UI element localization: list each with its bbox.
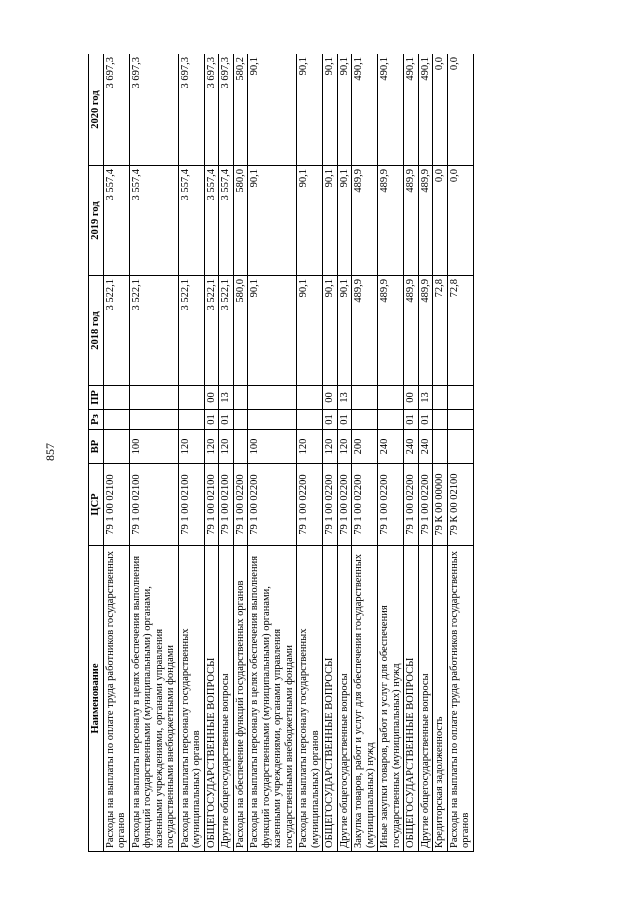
cell-pr: 13 — [219, 386, 234, 410]
budget-table — [88, 54, 474, 852]
cell-2018: 3 522,1 — [219, 276, 234, 386]
cell-name: Расходы на выплаты персоналу в целях обеспечения выполнения функций государственными (муниципальными) органами, казенными учреждениями, органами управления государственными внебюджетными фондами — [248, 546, 297, 852]
cell-2018: 580,0 — [233, 276, 248, 386]
cell-pr: 13 — [337, 386, 352, 410]
cell-csr: 79 1 00 02100 — [129, 464, 178, 546]
cell-2018: 489,9 — [418, 276, 433, 386]
cell-rz — [129, 410, 178, 430]
cell-vr: 200 — [352, 430, 378, 464]
cell-2019: 489,9 — [352, 166, 378, 276]
table-row — [219, 54, 234, 852]
cell-name: ОБЩЕГОСУДАРСТВЕННЫЕ ВОПРОСЫ — [204, 546, 219, 852]
cell-2020: 0,0 — [447, 54, 473, 166]
cell-vr: 120 — [178, 430, 204, 464]
cell-2020: 3 697,3 — [103, 54, 129, 166]
cell-2019: 90,1 — [323, 166, 338, 276]
cell-vr: 240 — [404, 430, 419, 464]
table-row — [204, 54, 219, 852]
header-rz: Рз — [89, 410, 104, 430]
cell-2020: 90,1 — [248, 54, 297, 166]
cell-csr: 79 1 00 02200 — [233, 464, 248, 546]
cell-vr: 120 — [297, 430, 323, 464]
cell-2018: 3 522,1 — [129, 276, 178, 386]
cell-2018: 3 522,1 — [103, 276, 129, 386]
header-2019: 2019 год — [89, 166, 104, 276]
table-row — [323, 54, 338, 852]
cell-vr: 100 — [248, 430, 297, 464]
cell-pr: 00 — [204, 386, 219, 410]
header-pr: ПР — [89, 386, 104, 410]
cell-name: Расходы на обеспечение функций государственных органов — [233, 546, 248, 852]
table-row — [178, 54, 204, 852]
cell-rz — [178, 410, 204, 430]
table-row — [447, 54, 473, 852]
cell-2018: 72,8 — [433, 276, 448, 386]
table-row — [103, 54, 129, 852]
cell-2020: 90,1 — [323, 54, 338, 166]
cell-2018: 489,9 — [378, 276, 404, 386]
cell-pr — [103, 386, 129, 410]
cell-name: Кредиторская задолженность — [433, 546, 448, 852]
table-body — [103, 54, 473, 852]
table-row — [433, 54, 448, 852]
cell-name: Другие общегосударственные вопросы — [418, 546, 433, 852]
cell-rz: 01 — [418, 410, 433, 430]
cell-name: Расходы на выплаты персоналу государственных (муниципальных) органов — [178, 546, 204, 852]
cell-rz: 01 — [219, 410, 234, 430]
header-2020: 2020 год — [89, 54, 104, 166]
cell-rz: 01 — [337, 410, 352, 430]
cell-2019: 3 557,4 — [204, 166, 219, 276]
cell-pr — [178, 386, 204, 410]
cell-vr — [103, 430, 129, 464]
cell-csr: 79 1 00 02200 — [297, 464, 323, 546]
cell-pr — [297, 386, 323, 410]
cell-2018: 72,8 — [447, 276, 473, 386]
cell-rz — [378, 410, 404, 430]
table-row — [378, 54, 404, 852]
table-row — [129, 54, 178, 852]
cell-2020: 490,1 — [404, 54, 419, 166]
cell-rz — [352, 410, 378, 430]
cell-2019: 489,9 — [404, 166, 419, 276]
cell-name: Расходы на выплаты по оплате труда работников государственных органов — [103, 546, 129, 852]
cell-csr: 79 1 00 02200 — [323, 464, 338, 546]
table-row — [337, 54, 352, 852]
cell-2018: 90,1 — [297, 276, 323, 386]
cell-rz — [297, 410, 323, 430]
cell-rz — [233, 410, 248, 430]
cell-pr: 00 — [404, 386, 419, 410]
cell-pr: 00 — [323, 386, 338, 410]
cell-vr: 100 — [129, 430, 178, 464]
cell-2019: 3 557,4 — [178, 166, 204, 276]
cell-csr: 79 К 00 00000 — [433, 464, 448, 546]
cell-2020: 490,1 — [378, 54, 404, 166]
cell-vr: 240 — [418, 430, 433, 464]
cell-vr — [433, 430, 448, 464]
cell-vr — [233, 430, 248, 464]
header-vr: ВР — [89, 430, 104, 464]
cell-csr: 79 1 00 02200 — [418, 464, 433, 546]
cell-2020: 3 697,3 — [178, 54, 204, 166]
cell-csr: 79 1 00 02200 — [337, 464, 352, 546]
cell-2020: 3 697,3 — [129, 54, 178, 166]
header-name: Наименование — [89, 546, 104, 852]
cell-vr: 120 — [204, 430, 219, 464]
cell-pr — [129, 386, 178, 410]
cell-2019: 0,0 — [447, 166, 473, 276]
cell-2019: 90,1 — [337, 166, 352, 276]
cell-name: Иные закупки товаров, работ и услуг для обеспечения государственных (муниципальных) нужд — [378, 546, 404, 852]
cell-name: Другие общегосударственные вопросы — [337, 546, 352, 852]
cell-pr — [233, 386, 248, 410]
cell-pr — [378, 386, 404, 410]
cell-csr: 79 1 00 02200 — [248, 464, 297, 546]
cell-2019: 489,9 — [378, 166, 404, 276]
cell-2018: 3 522,1 — [204, 276, 219, 386]
table-row — [418, 54, 433, 852]
cell-2019: 580,0 — [233, 166, 248, 276]
cell-pr: 13 — [418, 386, 433, 410]
cell-csr: 79 1 00 02200 — [378, 464, 404, 546]
cell-csr: 79 1 00 02100 — [204, 464, 219, 546]
cell-rz — [103, 410, 129, 430]
table-row — [248, 54, 297, 852]
cell-csr: 79 1 00 02100 — [219, 464, 234, 546]
cell-2020: 490,1 — [352, 54, 378, 166]
table-row — [404, 54, 419, 852]
table-row — [297, 54, 323, 852]
cell-csr: 79 1 00 02200 — [404, 464, 419, 546]
page-number: 857 — [43, 443, 57, 461]
cell-rz — [447, 410, 473, 430]
cell-name: Расходы на выплаты по оплате труда работников государственных органов — [447, 546, 473, 852]
table-header-row — [89, 54, 104, 852]
cell-2018: 489,9 — [404, 276, 419, 386]
cell-pr — [433, 386, 448, 410]
cell-2019: 3 557,4 — [103, 166, 129, 276]
cell-csr: 79 1 00 02100 — [178, 464, 204, 546]
cell-2020: 90,1 — [297, 54, 323, 166]
cell-2020: 580,2 — [233, 54, 248, 166]
cell-vr: 240 — [378, 430, 404, 464]
cell-rz: 01 — [323, 410, 338, 430]
cell-rz — [433, 410, 448, 430]
cell-2019: 489,9 — [418, 166, 433, 276]
cell-2020: 3 697,3 — [219, 54, 234, 166]
cell-2020: 490,1 — [418, 54, 433, 166]
cell-name: Закупка товаров, работ и услуг для обеспечения государственных (муниципальных) нужд — [352, 546, 378, 852]
cell-2020: 0,0 — [433, 54, 448, 166]
cell-2018: 90,1 — [248, 276, 297, 386]
cell-2019: 90,1 — [297, 166, 323, 276]
table-row — [352, 54, 378, 852]
cell-csr: 79 1 00 02100 — [103, 464, 129, 546]
cell-csr: 79 1 00 02200 — [352, 464, 378, 546]
cell-rz: 01 — [404, 410, 419, 430]
cell-2018: 3 522,1 — [178, 276, 204, 386]
cell-name: ОБЩЕГОСУДАРСТВЕННЫЕ ВОПРОСЫ — [323, 546, 338, 852]
cell-2019: 90,1 — [248, 166, 297, 276]
cell-pr — [248, 386, 297, 410]
table-sheet — [88, 54, 520, 852]
cell-name: Другие общегосударственные вопросы — [219, 546, 234, 852]
cell-2019: 0,0 — [433, 166, 448, 276]
cell-rz — [248, 410, 297, 430]
cell-2019: 3 557,4 — [219, 166, 234, 276]
cell-name: ОБЩЕГОСУДАРСТВЕННЫЕ ВОПРОСЫ — [404, 546, 419, 852]
cell-name: Расходы на выплаты персоналу государственных (муниципальных) органов — [297, 546, 323, 852]
cell-pr — [352, 386, 378, 410]
cell-2019: 3 557,4 — [129, 166, 178, 276]
header-csr: ЦСР — [89, 464, 104, 546]
rotated-table-container — [88, 54, 520, 852]
cell-csr: 79 К 00 02100 — [447, 464, 473, 546]
cell-2020: 3 697,3 — [204, 54, 219, 166]
cell-2020: 90,1 — [337, 54, 352, 166]
table-row — [233, 54, 248, 852]
cell-name: Расходы на выплаты персоналу в целях обеспечения выполнения функций государственными (муниципальными) органами, казенными учреждениями, органами управления государственными внебюджетными фондами — [129, 546, 178, 852]
cell-2018: 90,1 — [323, 276, 338, 386]
cell-2018: 90,1 — [337, 276, 352, 386]
cell-vr: 120 — [219, 430, 234, 464]
cell-rz: 01 — [204, 410, 219, 430]
cell-pr — [447, 386, 473, 410]
header-2018: 2018 год — [89, 276, 104, 386]
cell-vr: 120 — [323, 430, 338, 464]
cell-vr — [447, 430, 473, 464]
cell-vr: 120 — [337, 430, 352, 464]
cell-2018: 489,9 — [352, 276, 378, 386]
